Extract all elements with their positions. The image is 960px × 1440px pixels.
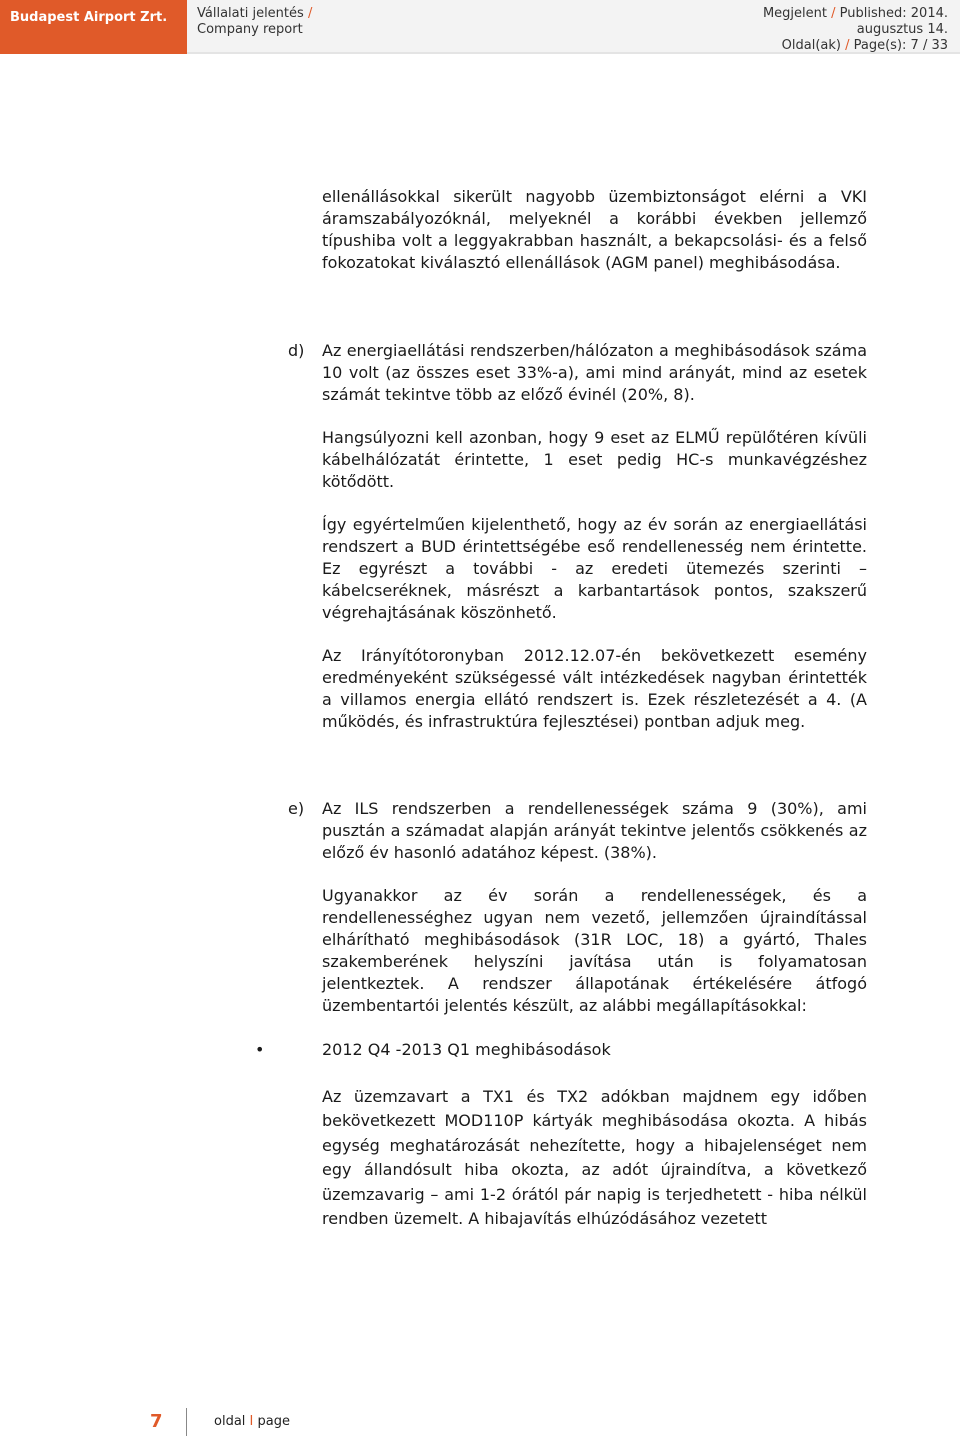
list-label-e: e) <box>288 799 305 818</box>
published-separator: / <box>831 6 836 21</box>
published-hu: Megjelent <box>762 6 827 21</box>
paragraph-mod110p-failure: Az üzemzavart a TX1 és TX2 adókban majdnem egy időben bekövetkezett MOD110P kártyák meghibásodása okozta. A hibás egység meghatározását nehezítette, hogy a hibajelenséget nem egy állandósult hiba okozta, az adót újraindítva, a következő üzemzavarig – ami 1-2 órától pár napig is terjedhetett - hiba nélkül rendben üzemelt. A hibajavítás elhúzódásához vezetett <box>322 1087 867 1229</box>
paragraph-control-tower: Az Irányítótoronyban 2012.12.07-én bekövetkezett esemény eredményeként szükségessé vált intézkedések nagyban érintették a villamos energia ellátó rendszert is. Ezek részletezését a 4. (A működés, és infrastruktúra fejlesztései) pontban adjuk meg. <box>322 646 867 731</box>
footer-page-number: 7 <box>150 1411 163 1432</box>
bullet-item-q4-q1: 2012 Q4 -2013 Q1 meghibásodások <box>322 1040 611 1059</box>
published-en: Published: 2014. <box>839 6 948 21</box>
list-label-d: d) <box>288 341 305 360</box>
paragraph-elmu-cables: Hangsúlyozni kell azonban, hogy 9 eset az ELMŰ repülőtéren kívüli kábelhálózatát érintette, 1 eset pedig HC-s munkavégzéshez kötődött. <box>322 428 867 491</box>
paragraph-conclusion: Így egyértelműen kijelenthető, hogy az év során az energiaellátási rendszert a BUD érintettségébe eső rendellenesség nem érintette. Ez egyrészt a további - az eredeti ütemezés szerinti – kábelcseréknek, másrészt a karbantartások pontos, szakszerű végrehajtásának köszönhető. <box>322 515 867 622</box>
footer-label-separator: I <box>249 1414 254 1429</box>
report-type-en: Company report <box>197 22 303 37</box>
paragraph-agm-panel: ellenállásokkal sikerült nagyobb üzembiztonságot elérni a VKI áramszabályozóknál, melyeknél a korábbi években jellemző típushiba volt a leggyakrabban használt, a bekapcsolási- és a felső fokozatokat kiválasztó ellenállások (AGM panel) meghibásodása. <box>322 187 867 272</box>
report-type-hu: Vállalati jelentés <box>197 6 304 21</box>
footer-divider <box>186 1408 187 1436</box>
company-name: Budapest Airport Zrt. <box>0 0 187 54</box>
footer-label-en: page <box>257 1414 290 1429</box>
paragraph-ils-faults: Az ILS rendszerben a rendellenességek száma 9 (30%), ami pusztán a számadat alapján arányát tekintve jelentős csökkenés az előző év hasonló adatához képest. (38%). <box>322 799 867 862</box>
pages-en: Page(s): 7 / 33 <box>853 38 948 53</box>
pages-separator: / <box>845 38 850 53</box>
footer-label-hu: oldal <box>214 1414 246 1429</box>
bullet-symbol: • <box>255 1040 265 1059</box>
footer-page-label <box>214 1413 290 1431</box>
paragraph-thales-repairs: Ugyanakkor az év során a rendellenességek, és a rendellenességhez ugyan nem vezető, jellemzően újraindítással elhárítható meghibásodások (31R LOC, 18) a gyártó, Thales szakemberének helyszíni javítása után is folyamatosan jelentkeztek. A rendszer állapotának értékelésére átfogó üzembentartói jelentés készült, az alábbi megállapításokkal: <box>322 886 867 1015</box>
published-date: augusztus 14. <box>856 22 948 37</box>
report-type-separator: / <box>307 6 313 21</box>
paragraph-energy-faults: Az energiaellátási rendszerben/hálózaton a meghibásodások száma 10 volt (az összes eset 33%-a), ami mind arányát, mind az esetek számát tekintve több az előző évinél (20%, 8). <box>322 341 867 404</box>
pages-hu: Oldal(ak) <box>781 38 841 53</box>
